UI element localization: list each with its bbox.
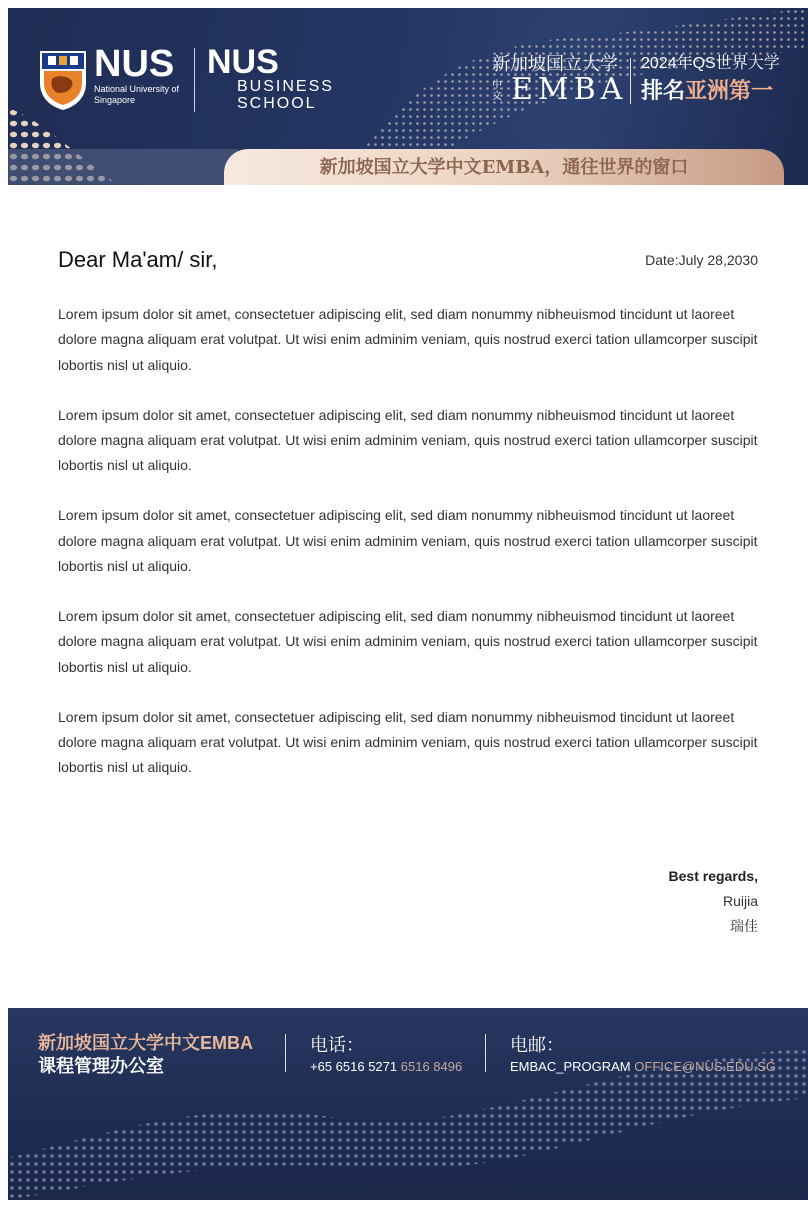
letter-body — [58, 302, 760, 805]
emba-title: EMBA — [511, 72, 628, 107]
logo-divider — [194, 48, 195, 112]
phone-value[interactable] — [310, 1059, 462, 1075]
email-domain: OFFICE@NUS.EDU.SG — [634, 1059, 777, 1074]
nus-business-school-wordmark: NUS — [207, 43, 279, 81]
footer-office-line: 课程管理办公室 — [38, 1056, 164, 1076]
qs-ranking-headline — [641, 78, 773, 104]
phone-number-2: 6516 8496 — [400, 1059, 463, 1074]
footer-office-name — [38, 1032, 278, 1078]
letterhead-header — [8, 8, 808, 185]
letter-greeting: Dear Ma'am/ sir, — [58, 247, 218, 272]
closing-regards: Best regards, — [668, 868, 758, 884]
rank-accent: 亚洲第一 — [685, 78, 774, 103]
body-paragraph: Lorem ipsum dolor sit amet, consectetuer adipiscing elit, sed diam nonummy nibheuismod tincidunt ut laoreet dolore magna aliquam erat volutpat. Ut wisi enim adminim veniam, quis nostrud exerci tation ullamcorper suscipit lobortis nisl ut aliquio. — [58, 406, 758, 474]
letter-date: Date:July 28,2030 — [645, 252, 758, 268]
letterhead-footer — [8, 1008, 808, 1200]
qs-ranking-line: 2024年QS世界大学 — [641, 55, 780, 72]
body-paragraph: Lorem ipsum dolor sit amet, consectetuer adipiscing elit, sed diam nonummy nibheuismod tincidunt ut laoreet dolore magna aliquam erat volutpat. Ut wisi enim adminim veniam, quis nostrud exerci tation ullamcorper suscipit lobortis nisl ut aliquio. — [58, 306, 758, 373]
phone-label: 电话： — [310, 1035, 364, 1055]
email-user: EMBAC_PROGRAM — [510, 1059, 631, 1074]
nus-crest-logo — [38, 49, 88, 111]
footer-divider — [485, 1034, 486, 1072]
body-paragraph: Lorem ipsum dolor sit amet, consectetuer adipiscing elit, sed diam nonummy nibheuismod tincidunt ut laoreet dolore magna aliquam erat volutpat. Ut wisi enim adminim veniam, quis nostrud exerci tation ullamcorper suscipit lobortis nisl ut aliquio. — [58, 708, 758, 776]
footer-program-name: 新加坡国立大学中文EMBA — [38, 1033, 253, 1053]
emba-cn-title: 新加坡国立大学 — [492, 54, 618, 75]
body-paragraph: Lorem ipsum dolor sit amet, consectetuer adipiscing elit, sed diam nonummy nibheuismod tincidunt ut laoreet dolore magna aliquam erat volutpat. Ut wisi enim adminim veniam, quis nostrud exerci tation ullamcorper suscipit lobortis nisl ut aliquio. — [58, 507, 758, 574]
phone-number-1: +65 6516 5271 — [310, 1059, 398, 1074]
slogan-text: 新加坡国立大学中文EMBA，通往世界的窗口 — [319, 157, 689, 178]
body-paragraph: Lorem ipsum dolor sit amet, consectetuer adipiscing elit, sed diam nonummy nibheuismod tincidunt ut laoreet dolore magna aliquam erat volutpat. Ut wisi enim adminim veniam, quis nostrud exerci tation ullamcorper suscipit lobortis nisl ut aliquio. — [58, 608, 758, 675]
nus-logo-wordmark: NUS — [94, 43, 175, 85]
email-label: 电邮： — [510, 1035, 564, 1055]
rank-prefix: 排名 — [641, 78, 686, 103]
letter-signoff — [669, 864, 758, 939]
footer-divider — [285, 1034, 286, 1072]
slogan-banner — [224, 149, 784, 185]
emba-cn-side-label: 中文 — [492, 80, 502, 102]
signer-name-cn: 瑞佳 — [730, 918, 758, 934]
header-divider — [630, 58, 631, 104]
business-school-subtitle: BUSINESS SCHOOL — [237, 78, 334, 112]
email-value[interactable] — [510, 1059, 776, 1075]
nus-logo-subtitle: National University of Singapore — [94, 84, 180, 105]
signer-name-en: Ruijia — [722, 893, 758, 909]
